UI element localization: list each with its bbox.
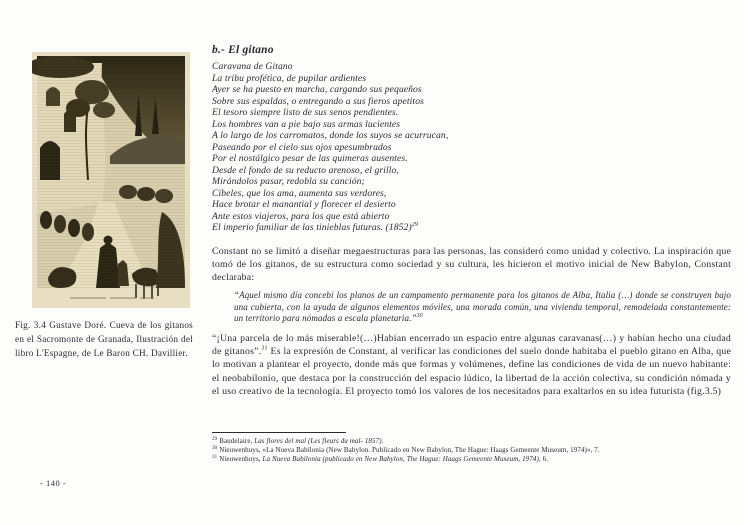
footnotes-block [212, 432, 731, 465]
poem-line: Ante estos viajeros, para los que está abierto [212, 210, 390, 222]
paragraph: Constant no se limitó a diseñar megaestructuras para las personas, las consideró como unidad y colectivo. La inspiración que tomó de los gitanos, de su estructura como sociedad y su cultura, les hicieron el motivo inicial de New Babylon, Constant declaraba: [212, 245, 731, 283]
footnote [212, 455, 731, 464]
poem-line: Ayer se ha puesto en marcha, cargando sus pequeños [212, 84, 422, 95]
poem-line-text: El imperio familiar de las tinieblas futuras. (1852) [212, 222, 412, 233]
poem-line: A lo largo de los carromatos, donde los suyos se acurrucan, [212, 130, 449, 141]
figure-caption: Fig. 3.4 Gustave Doré. Cueva de los gitanos en el Sacromonte de Granada, Ilustración del libro L'Espagne, de Le Baron CH. Davillier. [15, 320, 193, 358]
block-quote [234, 290, 731, 325]
footnote-number: 31 [212, 455, 218, 461]
article-body [212, 44, 731, 398]
poem-line: Desde el fondo de su reducto arenoso, el grillo, [212, 164, 399, 176]
footnote-number: 29 [212, 436, 218, 442]
footnote-ref: 31 [261, 345, 268, 352]
poem-line: Paseando por el cielo sus ojos apesumbrados [212, 141, 392, 153]
footnote-text: . [381, 437, 384, 445]
poem-line [212, 222, 731, 234]
poem-line: Cíbeles, que los ama, aumenta sus verdores, [212, 187, 387, 199]
poem-line: Mirándolos pasar, redobla su canción; [212, 176, 365, 187]
dore-etching-image [32, 52, 190, 308]
figure-3-4 [32, 52, 190, 308]
footnote-text: Nieuwenhuys, [219, 455, 263, 464]
poem-line: La tribu profética, de pupilar ardientes [212, 72, 367, 84]
poem-line: Caravana de Gitano [212, 61, 293, 72]
footnote-title: Las flores del mal (Les fleurs du mal- 1857) [254, 437, 382, 445]
footnote-number: 30 [212, 445, 218, 451]
poem-line: El tesoro siempre listo de sus senos pendientes. [212, 107, 399, 118]
footnote-ref: 30 [416, 313, 423, 320]
quote-text: “Aquel mismo día concebí los planos de un campamento permanente para los gitanos de Alba, Italia (…) donde se construyen bajo una cubierta, con la ayuda de algunos elementos móviles, una morada común, una vivienda temporal, remodelada constantemente: un territorio para nómadas a escala planetaria.” [234, 290, 731, 324]
paragraph-text: “¡Una parcela de lo más miserable!(…)Habían encerrado un espacio entre algunas caravanas(…) y habían hecho una ciudad de gitanos”. [212, 332, 731, 358]
page-number: - 140 - [40, 478, 67, 488]
footnote-text: Baudelaire, [219, 437, 255, 445]
paragraph [212, 332, 731, 398]
footnote [212, 446, 731, 455]
footnote-text: , 6. [538, 455, 549, 464]
footnote-title: La Nueva Babilonia (publicado en New Babylon, The Hague: Haags Gemeente Museum, 1974) [262, 455, 539, 464]
poem-block [212, 61, 731, 234]
paragraph-text: Es la expresión de Constant, al verificar las condiciones del suelo donde habitaba el pueblo gitano en Alba, que lo motivan a plantear el proyecto, donde más que formas y volúmenes, define las condiciones de vida de un nuevo habitante: el neobabilonio, que destaca por la construcción del espacio lúdico, la libertad de la acción colectiva, su condición nómada y el uso creativo de la tecnología. El proyecto tomó los valores de los necesitados para exaltarlos en su idea futurista (fig.3.5) [212, 346, 731, 397]
poem-line: Por el nostálgico pesar de las quimeras ausentes. [212, 153, 408, 164]
poem-line: Hace brotar el manantial y florecer el desierto [212, 199, 396, 210]
footnote [212, 437, 731, 446]
footnote-text: Nieuwenhuys, «La Nueva Babilonia (New Babylon. Publicado en New Babylon, The Hague: Haags Gemeente Museum, 1974)», 7. [219, 446, 600, 455]
footnote-separator [212, 432, 346, 433]
poem-line: Sobre sus espaldas, o entregando a sus fieros apetitos [212, 95, 424, 107]
poem-line: Los hombres van a pie bajo sus armas lucientes [212, 118, 401, 130]
section-heading: b.- El gitano [212, 44, 274, 56]
footnote-ref: 29 [411, 221, 418, 228]
